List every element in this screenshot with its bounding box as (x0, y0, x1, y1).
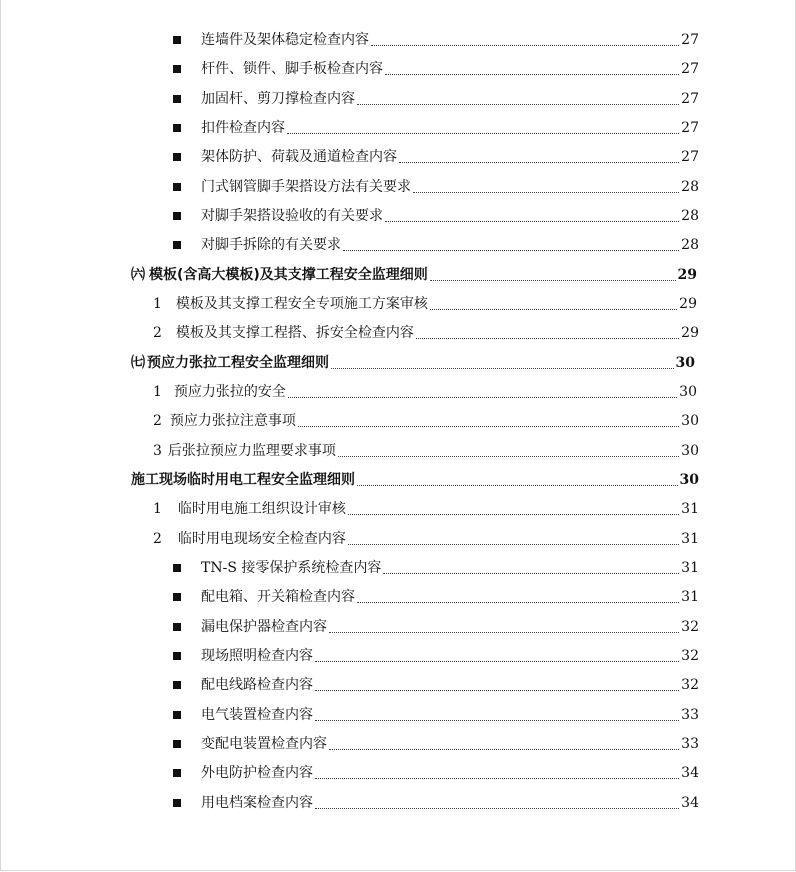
toc-entry-number: 3 (153, 443, 162, 459)
toc-entry-page: 27 (681, 149, 699, 165)
toc-entry-page: 31 (681, 531, 699, 547)
toc-entry[interactable] (173, 760, 699, 782)
dot-leader (413, 191, 679, 193)
toc-entry-page: 30 (679, 384, 697, 400)
toc-entry[interactable] (173, 584, 699, 606)
toc-entry[interactable] (173, 203, 699, 225)
toc-entry[interactable] (173, 702, 699, 724)
bullet-icon (173, 212, 181, 220)
dot-leader (331, 367, 674, 369)
toc-entry-title: 预应力张拉注意事项 (169, 413, 296, 429)
toc-entry-title: 临时用电施工组织设计审核 (177, 501, 346, 517)
toc-entry-title: 临时用电现场安全检查内容 (177, 531, 346, 547)
toc-entry[interactable] (173, 672, 699, 694)
toc-entry[interactable] (153, 291, 697, 313)
dot-leader (385, 220, 679, 222)
bullet-icon (173, 623, 181, 631)
toc-entry-page: 30 (681, 413, 699, 429)
toc-entry-page: 29 (681, 325, 699, 341)
toc-entry-title: 模板及其支撑工程安全专项施工方案审核 (175, 296, 428, 312)
dot-leader (399, 161, 679, 163)
toc-entry-number: 2 (153, 325, 162, 341)
toc-entry-page: 30 (681, 443, 699, 459)
dot-leader (315, 719, 679, 721)
toc-entry-number: 1 (153, 384, 162, 400)
toc-entry-page: 28 (681, 208, 699, 224)
toc-entry[interactable] (173, 232, 699, 254)
toc-entry[interactable] (173, 731, 699, 753)
toc-entry-page: 32 (681, 619, 699, 635)
dot-leader (338, 455, 679, 457)
bullet-icon (173, 183, 181, 191)
toc-entry[interactable] (173, 115, 699, 137)
toc-section-number: ㈥ (131, 267, 145, 283)
dot-leader (385, 73, 679, 75)
toc-entry-number: 1 (153, 501, 162, 517)
toc-entry[interactable] (173, 56, 699, 78)
toc-entry-title: 架体防护、荷载及通道检查内容 (201, 149, 397, 165)
toc-entry[interactable] (173, 27, 699, 49)
toc-entry[interactable] (153, 320, 699, 342)
toc-entry[interactable] (153, 496, 699, 518)
dot-leader (315, 807, 679, 809)
toc-section-page: 30 (679, 472, 699, 488)
toc-entry-title: 现场照明检查内容 (201, 648, 313, 664)
dot-leader (430, 279, 676, 281)
toc-entry-page: 33 (681, 736, 699, 752)
toc-entry-title: 配电线路检查内容 (201, 677, 313, 693)
bullet-icon (173, 740, 181, 748)
bullet-icon (173, 681, 181, 689)
toc-entry[interactable] (173, 643, 699, 665)
toc-section-title: 模板(含高大模板)及其支撑工程安全监理细则 (149, 267, 428, 283)
toc-section[interactable] (131, 350, 695, 372)
toc-entry-title: 后张拉预应力监理要求事项 (167, 443, 336, 459)
toc-entry-page: 32 (681, 648, 699, 664)
toc-entry-title: 电气装置检查内容 (201, 707, 313, 723)
toc-entry-page: 34 (681, 795, 699, 811)
dot-leader (298, 425, 679, 427)
toc-section-number: ㈦ (131, 355, 145, 371)
toc-entry[interactable] (153, 408, 699, 430)
toc-entry[interactable] (153, 438, 699, 460)
toc-entry-page: 28 (681, 237, 699, 253)
dot-leader (287, 132, 679, 134)
toc-entry-title: 连墙件及架体稳定检查内容 (201, 32, 369, 48)
dot-leader (348, 513, 679, 515)
dot-leader (430, 308, 677, 310)
toc-entry-title: 扣件检查内容 (201, 120, 285, 136)
toc-entry-page: 27 (681, 61, 699, 77)
bullet-icon (173, 95, 181, 103)
toc-entry-page: 33 (681, 707, 699, 723)
toc-entry-page: 27 (681, 91, 699, 107)
bullet-icon (173, 241, 181, 249)
toc-entry-page: 27 (681, 32, 699, 48)
toc-entry[interactable] (173, 144, 699, 166)
dot-leader (357, 103, 679, 105)
bullet-icon (173, 652, 181, 660)
toc-entry-title: 杆件、锁件、脚手板检查内容 (201, 61, 383, 77)
toc-entry-page: 34 (681, 765, 699, 781)
toc-entry-title: 漏电保护器检查内容 (201, 619, 327, 635)
toc-entry-number: 2 (153, 413, 162, 429)
dot-leader (329, 631, 679, 633)
dot-leader (315, 660, 679, 662)
toc-entry-title: 对脚手拆除的有关要求 (201, 237, 341, 253)
toc-entry-number: 2 (153, 531, 162, 547)
toc-entry-title: 变配电装置检查内容 (201, 736, 327, 752)
bullet-icon (173, 36, 181, 44)
bullet-icon (173, 153, 181, 161)
toc-entry-title: 门式钢管脚手架搭设方法有关要求 (201, 179, 411, 195)
dot-leader (288, 396, 677, 398)
toc-entry-page: 29 (679, 296, 697, 312)
toc-entry-title: 配电箱、开关箱检查内容 (201, 589, 355, 605)
bullet-icon (173, 65, 181, 73)
toc-entry-title: TN-S 接零保护系统检查内容 (201, 560, 382, 576)
dot-leader (371, 44, 679, 46)
toc-entry[interactable] (173, 174, 699, 196)
dot-leader (416, 337, 679, 339)
toc-entry-title: 预应力张拉的安全 (173, 384, 286, 400)
toc-entry[interactable] (173, 555, 699, 577)
toc-entry-number: 1 (153, 296, 162, 312)
toc-entry-title: 模板及其支撑工程搭、拆安全检查内容 (175, 325, 414, 341)
bullet-icon (173, 711, 181, 719)
toc-entry[interactable] (173, 614, 699, 636)
toc-entry-page: 31 (681, 589, 699, 605)
toc-entry[interactable] (173, 86, 699, 108)
bullet-icon (173, 593, 181, 601)
dot-leader (357, 484, 678, 486)
toc-entry-title: 外电防护检查内容 (201, 765, 313, 781)
dot-leader (315, 777, 679, 779)
toc-section-title: 预应力张拉工程安全监理细则 (147, 355, 329, 371)
dot-leader (329, 748, 679, 750)
toc-entry[interactable] (173, 790, 699, 812)
toc-entry[interactable] (153, 379, 697, 401)
toc-entry-title: 加固杆、剪刀撑检查内容 (201, 91, 355, 107)
toc-entry-page: 32 (681, 677, 699, 693)
toc-entry[interactable] (153, 526, 699, 548)
toc-entry-page: 31 (681, 501, 699, 517)
bullet-icon (173, 769, 181, 777)
toc-entry-page: 31 (681, 560, 699, 576)
toc-entry-page: 28 (681, 179, 699, 195)
toc-section-title: 施工现场临时用电工程安全监理细则 (131, 472, 355, 488)
dot-leader (383, 572, 679, 574)
toc-section-page: 29 (677, 267, 697, 283)
dot-leader (315, 689, 679, 691)
bullet-icon (173, 564, 181, 572)
bullet-icon (173, 799, 181, 807)
toc-section-page: 30 (675, 355, 695, 371)
dot-leader (357, 601, 679, 603)
toc-entry-title: 对脚手架搭设验收的有关要求 (201, 208, 383, 224)
toc-section[interactable] (131, 467, 699, 489)
dot-leader (348, 543, 679, 545)
toc-entry-page: 27 (681, 120, 699, 136)
dot-leader (343, 249, 679, 251)
bullet-icon (173, 124, 181, 132)
toc-entry-title: 用电档案检查内容 (201, 795, 313, 811)
toc-section[interactable] (131, 262, 697, 284)
